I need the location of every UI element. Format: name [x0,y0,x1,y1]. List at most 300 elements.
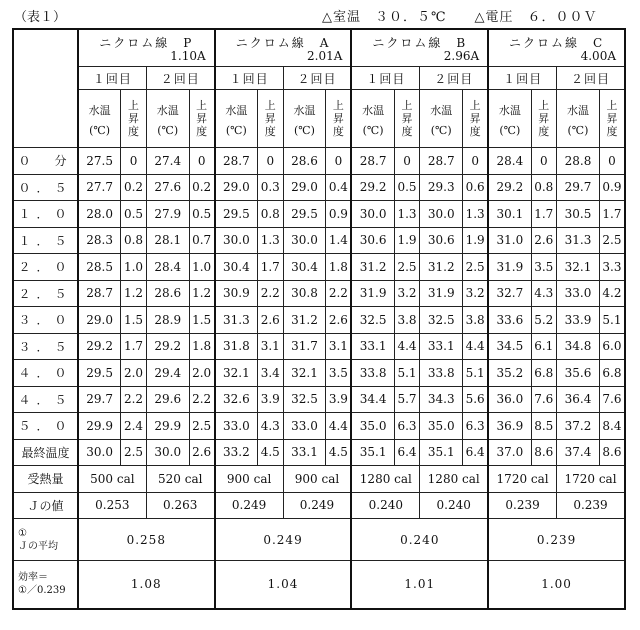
rise-header: 上昇度 [326,90,352,148]
cell-value: 1.5 [121,307,147,334]
cell-value: 2.2 [258,280,284,307]
heat-value: 1280 cal [351,466,419,493]
heat-value: 520 cal [146,466,214,493]
eff-label [13,561,78,609]
cell-value: 29.2 [488,174,531,201]
trial-label: １回目 [78,67,146,90]
cell-value: 0.9 [326,201,352,228]
cell-value: 28.5 [78,254,121,281]
rise-header: 上昇度 [463,90,489,148]
cell-value: 3.2 [394,280,420,307]
cell-value: 30.0 [215,227,258,254]
water-temp-label: 水温 [362,103,385,117]
subheader-row [13,90,625,148]
cell-value: 0.8 [531,174,557,201]
row-label: ３．５ [13,333,78,360]
heat-value: 500 cal [78,466,146,493]
cell-value: 0.2 [189,174,215,201]
cell-value: 2.6 [531,227,557,254]
rise-header: 上昇度 [599,90,625,148]
cell-value: 31.8 [215,333,258,360]
cell-value: 5.1 [599,307,625,334]
cell-value: 3.9 [326,386,352,413]
cell-value: 28.7 [78,280,121,307]
water-temp-label: 水温 [156,103,179,117]
cell-value: 3.1 [326,333,352,360]
cell-value: 30.0 [78,439,121,466]
row-label: １．０ [13,201,78,228]
cell-value: 31.0 [488,227,531,254]
cell-value: 29.0 [78,307,121,334]
cell-value: 30.9 [215,280,258,307]
cell-value: 30.4 [283,254,326,281]
cell-value: 29.9 [146,413,189,440]
row-label: ４．５ [13,386,78,413]
cell-value: 33.0 [215,413,258,440]
cell-value: 28.7 [215,148,258,175]
cell-value: 32.1 [283,360,326,387]
water-temp-unit: (℃) [499,123,521,137]
water-temp-unit: (℃) [567,123,589,137]
row-label: ０ 分 [13,148,78,175]
cell-value: 0.4 [326,174,352,201]
cell-value: 29.7 [557,174,600,201]
cell-value: 29.7 [78,386,121,413]
cell-value: 29.9 [78,413,121,440]
cell-value: 32.1 [557,254,600,281]
cell-value: 5.6 [463,386,489,413]
cell-value: 1.9 [463,227,489,254]
cell-value: 29.2 [146,333,189,360]
cell-value: 4.3 [258,413,284,440]
cell-value: 0.7 [189,227,215,254]
cell-value: 0 [394,148,420,175]
cell-value: 31.9 [351,280,394,307]
cell-value: 29.4 [146,360,189,387]
cell-value: 33.8 [351,360,394,387]
wire-current: 2.96A [443,49,480,63]
cell-value: 2.6 [258,307,284,334]
rise-header: 上昇度 [394,90,420,148]
jvalue-label: Ｊの値 [13,492,78,519]
javg-label [13,519,78,561]
cell-value: 0.9 [599,174,625,201]
cell-value: 37.4 [557,439,600,466]
cell-value: 30.6 [351,227,394,254]
water-temp-header [420,90,463,148]
javg-label-line: ① [18,527,27,539]
cell-value: 0 [258,148,284,175]
water-temp-header [351,90,394,148]
cell-value: 35.0 [420,413,463,440]
trial-label: １回目 [215,67,283,90]
javg-value: 0.239 [488,519,625,561]
water-temp-header [557,90,600,148]
table-row [13,360,625,387]
cell-value: 27.9 [146,201,189,228]
cell-value: 1.7 [258,254,284,281]
cell-value: 2.4 [121,413,147,440]
cell-value: 28.3 [78,227,121,254]
heat-value: 900 cal [215,466,283,493]
table-row [13,201,625,228]
water-temp-header [146,90,189,148]
wire-header [351,29,488,67]
trial-label: １回目 [351,67,419,90]
cell-value: 0.5 [394,174,420,201]
eff-row [13,561,625,609]
cell-value: 0.8 [121,227,147,254]
cell-value: 29.5 [215,201,258,228]
water-temp-header [215,90,258,148]
water-temp-label: 水温 [566,103,589,117]
cell-value: 1.0 [189,254,215,281]
corner-cell [13,29,78,148]
cell-value: 2.5 [189,413,215,440]
cell-value: 1.5 [189,307,215,334]
table-row [13,148,625,175]
table-row [13,174,625,201]
cell-value: 2.5 [121,439,147,466]
water-temp-unit: (℃) [430,123,452,137]
cell-value: 30.8 [283,280,326,307]
cell-value: 34.5 [488,333,531,360]
cell-value: 35.1 [351,439,394,466]
cell-value: 29.5 [283,201,326,228]
cell-value: 30.6 [420,227,463,254]
cell-value: 0 [189,148,215,175]
cell-value: 37.0 [488,439,531,466]
cell-value: 2.0 [189,360,215,387]
heat-value: 1720 cal [488,466,556,493]
cell-value: 35.1 [420,439,463,466]
trial-label: ２回目 [146,67,214,90]
cell-value: 3.9 [258,386,284,413]
cell-value: 1.2 [189,280,215,307]
cell-value: 2.5 [394,254,420,281]
cell-value: 28.7 [351,148,394,175]
cell-value: 33.1 [420,333,463,360]
cell-value: 32.7 [488,280,531,307]
eff-value: 1.08 [78,561,215,609]
cell-value: 27.5 [78,148,121,175]
cell-value: 36.9 [488,413,531,440]
cell-value: 28.6 [146,280,189,307]
cell-value: 0.6 [463,174,489,201]
eff-value: 1.00 [488,561,625,609]
eff-label-line: 効率＝ [18,572,48,584]
cell-value: 8.6 [599,439,625,466]
cell-value: 1.3 [463,201,489,228]
water-temp-unit: (℃) [225,123,247,137]
jvalue-value: 0.249 [283,492,351,519]
javg-row [13,519,625,561]
cell-value: 32.1 [215,360,258,387]
jvalue-value: 0.240 [351,492,419,519]
cell-value: 0.5 [121,201,147,228]
javg-value: 0.249 [215,519,352,561]
wire-name: ニクロム線 B [372,36,468,50]
cell-value: 3.8 [463,307,489,334]
row-label: ２．０ [13,254,78,281]
cell-value: 29.0 [215,174,258,201]
cell-value: 4.4 [326,413,352,440]
cell-value: 0 [531,148,557,175]
cell-value: 27.7 [78,174,121,201]
cell-value: 8.4 [599,413,625,440]
cell-value: 2.5 [599,227,625,254]
cell-value: 1.0 [121,254,147,281]
heat-value: 900 cal [283,466,351,493]
cell-value: 27.6 [146,174,189,201]
cell-value: 4.4 [394,333,420,360]
jvalue-row [13,492,625,519]
cell-value: 3.1 [258,333,284,360]
rise-header: 上昇度 [189,90,215,148]
cell-value: 4.3 [531,280,557,307]
cell-value: 0.2 [121,174,147,201]
cell-value: 2.6 [189,439,215,466]
cell-value: 1.3 [394,201,420,228]
cell-value: 29.3 [420,174,463,201]
cell-value: 29.0 [283,174,326,201]
wire-header [488,29,625,67]
cell-value: 3.8 [394,307,420,334]
cell-value: 31.3 [557,227,600,254]
cell-value: 5.7 [394,386,420,413]
cell-value: 33.1 [351,333,394,360]
water-temp-label: 水温 [293,103,316,117]
row-label: ３．０ [13,307,78,334]
wire-name: ニクロム線 P [99,36,194,50]
cell-value: 6.3 [394,413,420,440]
cell-value: 0.5 [189,201,215,228]
water-temp-label: 水温 [225,103,248,117]
cell-value: 32.5 [283,386,326,413]
cell-value: 0 [463,148,489,175]
cell-value: 6.3 [463,413,489,440]
cell-value: 6.8 [599,360,625,387]
cell-value: 7.6 [531,386,557,413]
cell-value: 28.4 [146,254,189,281]
rise-header: 上昇度 [531,90,557,148]
rise-header: 上昇度 [121,90,147,148]
cell-value: 1.9 [394,227,420,254]
cell-value: 28.7 [420,148,463,175]
cell-value: 33.0 [557,280,600,307]
cell-value: 35.0 [351,413,394,440]
cell-value: 2.0 [121,360,147,387]
cell-value: 5.1 [463,360,489,387]
cell-value: 4.2 [599,280,625,307]
cell-value: 1.2 [121,280,147,307]
cell-value: 30.5 [557,201,600,228]
cell-value: 3.5 [326,360,352,387]
cell-value: 4.4 [463,333,489,360]
jvalue-value: 0.263 [146,492,214,519]
cell-value: 6.0 [599,333,625,360]
cell-value: 1.8 [326,254,352,281]
cell-value: 2.2 [189,386,215,413]
trial-label: ２回目 [557,67,625,90]
cell-value: 5.2 [531,307,557,334]
jvalue-value: 0.249 [215,492,283,519]
cell-value: 28.6 [283,148,326,175]
wire-header [215,29,352,67]
cell-value: 2.5 [463,254,489,281]
cell-value: 31.2 [420,254,463,281]
table-row [13,439,625,466]
cell-value: 32.5 [420,307,463,334]
water-temp-unit: (℃) [294,123,315,137]
wire-header [78,29,215,67]
row-label: ２．５ [13,280,78,307]
water-temp-unit: (℃) [362,123,384,137]
cell-value: 30.0 [420,201,463,228]
rise-header: 上昇度 [258,90,284,148]
cell-value: 3.2 [463,280,489,307]
table-row [13,227,625,254]
cell-value: 8.5 [531,413,557,440]
water-temp-label: 水温 [88,103,111,117]
wire-current: 2.01A [307,49,343,63]
javg-value: 0.240 [351,519,488,561]
trial-label: ２回目 [420,67,488,90]
table-row [13,280,625,307]
cell-value: 29.2 [78,333,121,360]
cell-value: 31.9 [420,280,463,307]
cell-value: 28.8 [557,148,600,175]
javg-value: 0.258 [78,519,215,561]
cell-value: 31.3 [215,307,258,334]
cell-value: 3.3 [599,254,625,281]
jvalue-value: 0.239 [488,492,556,519]
cell-value: 36.0 [488,386,531,413]
water-temp-header [283,90,326,148]
cell-value: 3.4 [258,360,284,387]
water-temp-label: 水温 [430,103,453,117]
cell-value: 1.8 [189,333,215,360]
row-label: ５．０ [13,413,78,440]
cell-value: 33.2 [215,439,258,466]
water-temp-label: 水温 [498,103,521,117]
cell-value: 1.7 [531,201,557,228]
eff-value: 1.04 [215,561,352,609]
trial-label: １回目 [488,67,556,90]
table-label: （表１） [14,10,67,25]
cell-value: 31.2 [351,254,394,281]
table-row [13,333,625,360]
cell-value: 28.9 [146,307,189,334]
cell-value: 2.2 [121,386,147,413]
jvalue-value: 0.239 [557,492,625,519]
cell-value: 0.3 [258,174,284,201]
cell-value: 2.6 [326,307,352,334]
trial-label: ２回目 [283,67,351,90]
jvalue-value: 0.253 [78,492,146,519]
cell-value: 6.4 [463,439,489,466]
cell-value: 3.5 [531,254,557,281]
cell-value: 1.4 [326,227,352,254]
jvalue-value: 0.240 [420,492,488,519]
cell-value: 6.4 [394,439,420,466]
cell-value: 33.0 [283,413,326,440]
wire-current: 4.00A [580,49,616,63]
javg-label-line: Ｊの平均 [18,540,58,552]
cell-value: 1.3 [258,227,284,254]
cell-value: 34.3 [420,386,463,413]
cell-value: 32.6 [215,386,258,413]
trial-row [13,67,625,90]
water-temp-unit: (℃) [157,123,179,137]
eff-value: 1.01 [351,561,488,609]
row-label: ４．０ [13,360,78,387]
eff-label-line: ①／0.239 [18,585,66,597]
cell-value: 28.1 [146,227,189,254]
cell-value: 1.7 [599,201,625,228]
water-temp-unit: (℃) [89,123,111,137]
cell-value: 34.8 [557,333,600,360]
cell-value: 0 [599,148,625,175]
heat-label: 受熱量 [13,466,78,493]
cell-value: 7.6 [599,386,625,413]
cell-value: 31.2 [283,307,326,334]
table-row [13,254,625,281]
cell-value: 29.2 [351,174,394,201]
conditions-text: △室温 ３０．５℃ △電圧 ６．００Ｖ [322,10,598,25]
cell-value: 28.0 [78,201,121,228]
row-label: ０．５ [13,174,78,201]
cell-value: 27.4 [146,148,189,175]
cell-value: 30.0 [283,227,326,254]
cell-value: 6.1 [531,333,557,360]
cell-value: 30.1 [488,201,531,228]
cell-value: 6.8 [531,360,557,387]
cell-value: 33.8 [420,360,463,387]
heat-value: 1720 cal [557,466,625,493]
heat-row [13,466,625,493]
wire-current: 1.10A [170,49,206,63]
water-temp-header [78,90,121,148]
cell-value: 0.8 [258,201,284,228]
cell-value: 34.4 [351,386,394,413]
cell-value: 30.0 [351,201,394,228]
cell-value: 33.9 [557,307,600,334]
cell-value: 5.1 [394,360,420,387]
wire-name: ニクロム線 C [508,36,605,50]
cell-value: 4.5 [326,439,352,466]
water-temp-header [488,90,531,148]
cell-value: 33.6 [488,307,531,334]
cell-value: 0 [121,148,147,175]
cell-value: 29.6 [146,386,189,413]
heat-value: 1280 cal [420,466,488,493]
cell-value: 30.4 [215,254,258,281]
table-row [13,386,625,413]
table-row [13,413,625,440]
cell-value: 4.5 [258,439,284,466]
wire-header-row [13,29,625,67]
cell-value: 2.2 [326,280,352,307]
cell-value: 8.6 [531,439,557,466]
row-label: １．５ [13,227,78,254]
table-row [13,307,625,334]
row-label: 最終温度 [13,439,78,466]
cell-value: 35.2 [488,360,531,387]
cell-value: 0 [326,148,352,175]
cell-value: 1.7 [121,333,147,360]
cell-value: 32.5 [351,307,394,334]
